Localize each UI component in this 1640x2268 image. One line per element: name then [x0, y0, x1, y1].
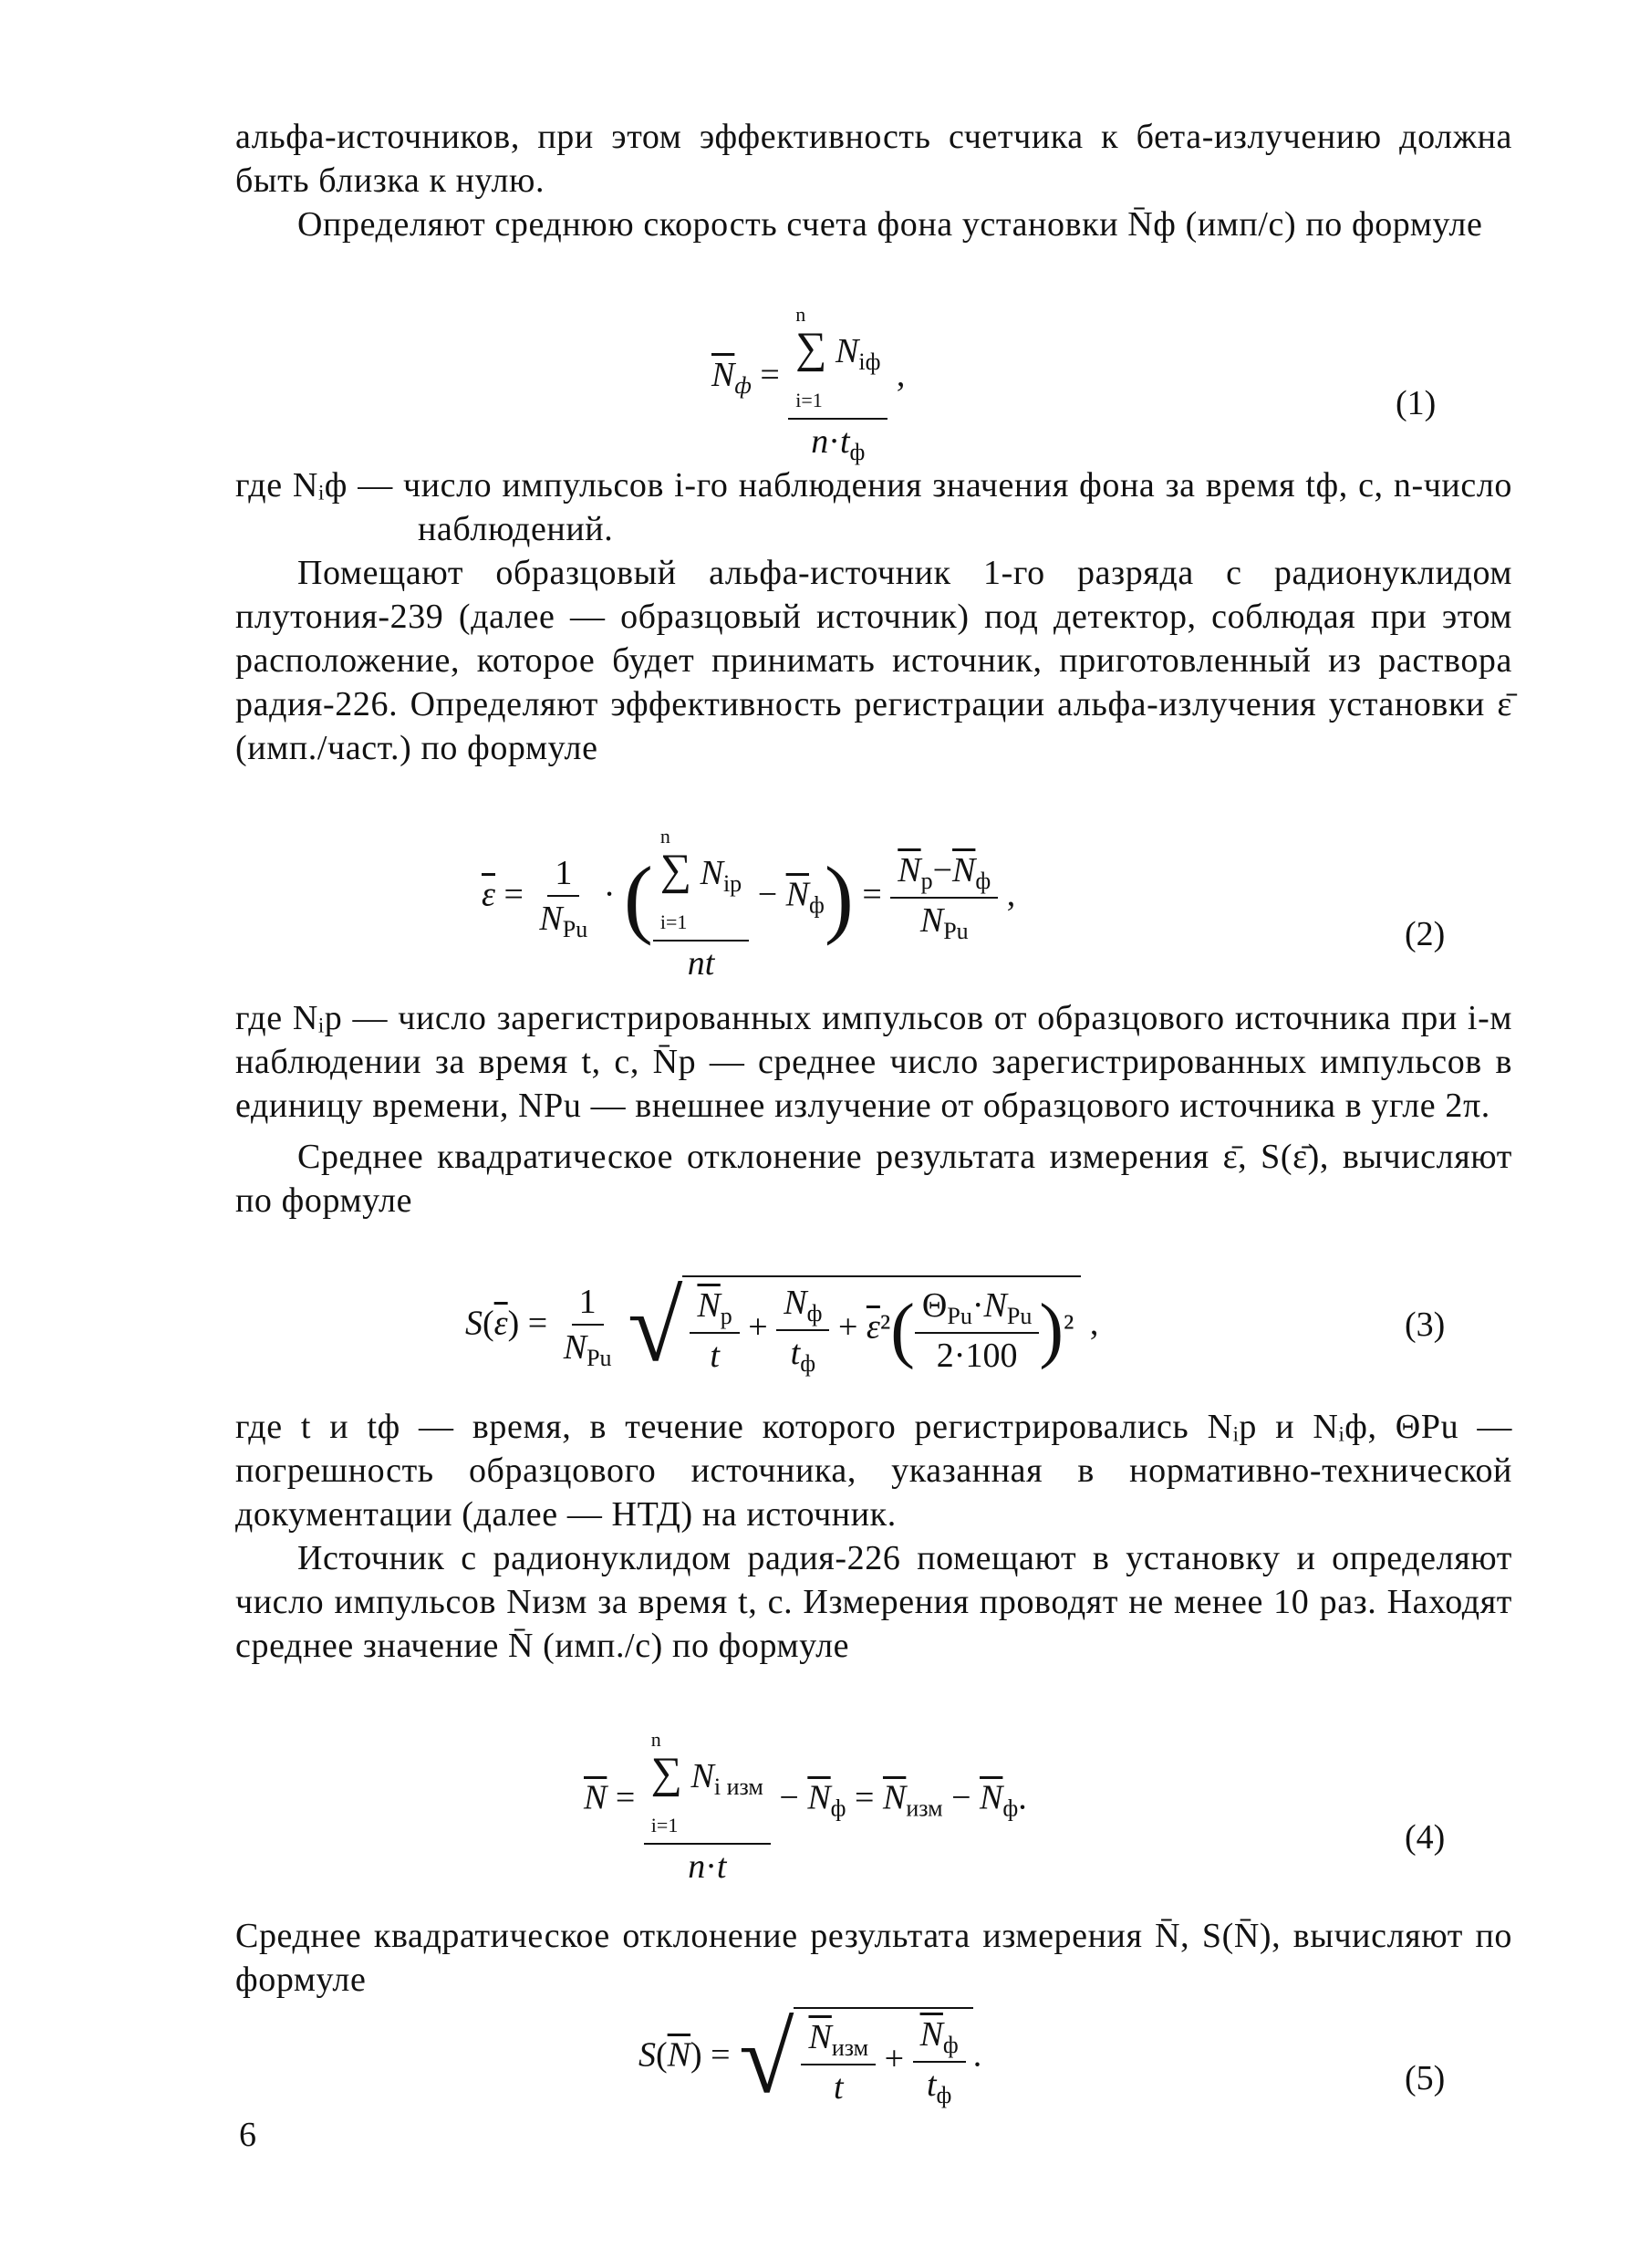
- equation-number-5: (5): [1405, 2059, 1446, 2097]
- equation-number-1: (1): [1396, 384, 1437, 422]
- text-block-2: [235, 463, 1512, 770]
- paragraph-6: Среднее квадратическое отклонение результата измерения ε̄, S(ε̄), вычисляют по формуле: [235, 1138, 1512, 1220]
- formula-2: $\overline{\varepsilon}$ = $\frac{1}{N_{Pu}}$ · ( n ∑ $N_{iр}$ i=1 nt − $\overline{N}_ф$) = $\frac{\overline{N}_р-\overline{N}_ф}{N_{Pu}}$ ,: [482, 812, 1015, 983]
- formula-3: $S(\overline{\varepsilon})$ = $\frac{1}{N_{Pu}}$ √ $\frac{N_р}{t}$ + $\frac{N_ф}{t_ф}$ + $\overline{\varepsilon}^2$( $\frac{\Theta_{Pu}\cdot N_{Pu}}{2\cdot 100}$ )² ,: [465, 1271, 1099, 1382]
- text-block-4: [235, 1405, 1512, 1668]
- paragraph-1: альфа-источников, при этом эффективность счетчика к бета-излучению должна быть близка к нулю.: [235, 118, 1512, 200]
- paragraph-2: Определяют среднюю скорость счета фона установки N̄ф (имп/с) по формуле: [297, 205, 1483, 244]
- paragraph-8: Источник с радионуклидом радия-226 помещают в установку и определяют число импульсов Nизм за время t, с. Измерения проводят не менее 10 раз. Находят среднее значение N̄ (имп./с) по формуле: [235, 1539, 1512, 1665]
- paragraph-7: где t и tф — время, в течение которого регистрировались Nᵢр и Nᵢф, ΘPu — погрешность образцового источника, указанная в нормативно-технической документации (далее — НТД) на источник.: [235, 1408, 1512, 1534]
- paragraph-5: где Nᵢр — число зарегистрированных импульсов от образцового источника при i-м наблюдении за время t, с, N̄р — среднее число зарегистрированных импульсов в единицу времени, NPu — внешнее излучение от образцового источника в угле 2π.: [235, 999, 1512, 1125]
- equation-number-4: (4): [1405, 1818, 1446, 1857]
- formula-1: $\overline{N}_ф$ = n ∑ $N_{iф}$ i=1 $n\cdot t_ф$ ,: [711, 290, 905, 466]
- text-block-3: [235, 996, 1512, 1222]
- paragraph-3: где Nᵢф — число импульсов i-го наблюдения значения фона за время tф, с, n-число наблюдений.: [235, 466, 1512, 548]
- paragraph-9: Среднее квадратическое отклонение результата измерения N̄, S(N̄), вычисляют по формуле: [235, 1917, 1512, 1999]
- formula-4: $\overline{N}$ = n ∑ $N_{i изм}$ i=1 n·t − $\overline{N}_ф = \overline{N}_{изм} - \overline{N}_ф$.: [584, 1715, 1027, 1887]
- text-block-5: [235, 1914, 1512, 2002]
- paragraph-4: Помещают образцовый альфа-источник 1-го разряда с радионуклидом плутония-239 (далее — образцовый источник) под детектор, соблюдая при этом расположение, которое будет принимать источник, приготовленный из раствора радия-226. Определяют эффективность регистрации альфа-излучения установки ε̄ (имп./част.) по формуле: [235, 554, 1512, 767]
- text-block-1: [235, 115, 1512, 246]
- equation-number-3: (3): [1405, 1306, 1446, 1344]
- page-number: 6: [239, 2116, 256, 2154]
- formula-5: $S(\overline{N})$ = √ $\frac{N_{изм}}{t}$ + $\frac{\overline{N}_ф}{t_ф}$ .: [638, 2003, 982, 2114]
- equation-number-2: (2): [1405, 915, 1446, 953]
